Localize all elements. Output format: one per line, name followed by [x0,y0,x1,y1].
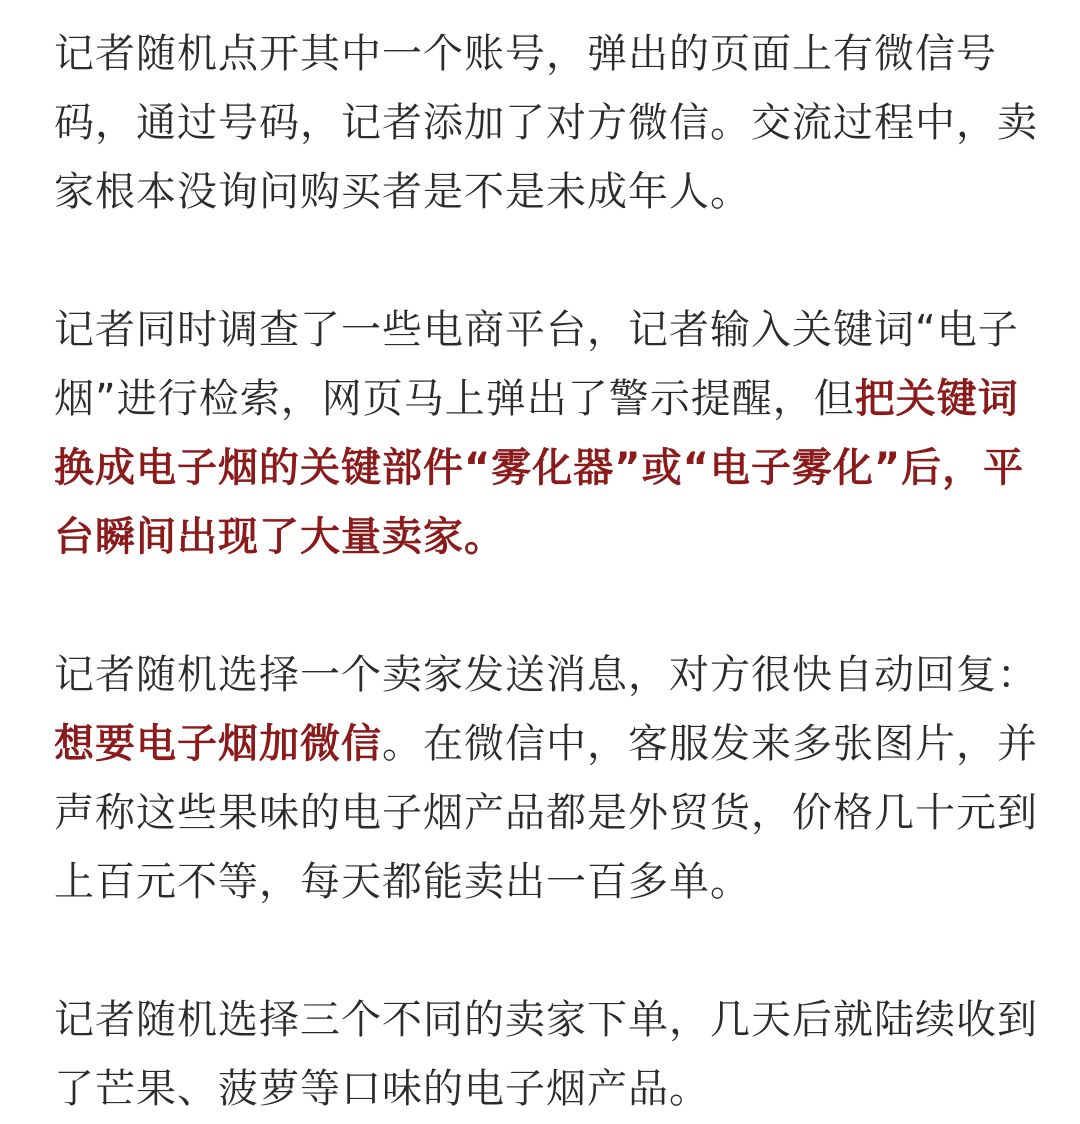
paragraph-3 [54,641,1050,917]
paragraph-2 [54,296,1050,572]
paragraph-3-text-lead: 记者随机选择一个卖家发送消息，对方很快自动回复： [54,652,1038,698]
paragraph-3-text-tail: 。在微信中，客服发来多张图片，并声称这些果味的电子烟产品都是外贸货，价格几十元到上百元不等，每天都能卖出一百多单。 [54,721,1038,905]
paragraph-2-text: 记者同时调查了一些电商平台，记者输入关键词“电子烟”进行检索，网页马上弹出了警示提醒，但 [54,307,1019,422]
paragraph-3-highlight: 想要电子烟加微信 [54,721,382,767]
paragraph-1-text: 记者随机点开其中一个账号，弹出的页面上有微信号码，通过号码，记者添加了对方微信。交流过程中，卖家根本没询问购买者是不是未成年人。 [54,31,1038,215]
paragraph-4-text: 记者随机选择三个不同的卖家下单，几天后就陆续收到了芒果、菠萝等口味的电子烟产品。 [54,997,1038,1112]
paragraph-1 [54,20,1050,227]
paragraph-4 [54,986,1050,1124]
paragraph-2-highlight: 把关键词换成电子烟的关键部件“雾化器”或“电子雾化”后，平台瞬间出现了大量卖家。 [54,376,1025,560]
